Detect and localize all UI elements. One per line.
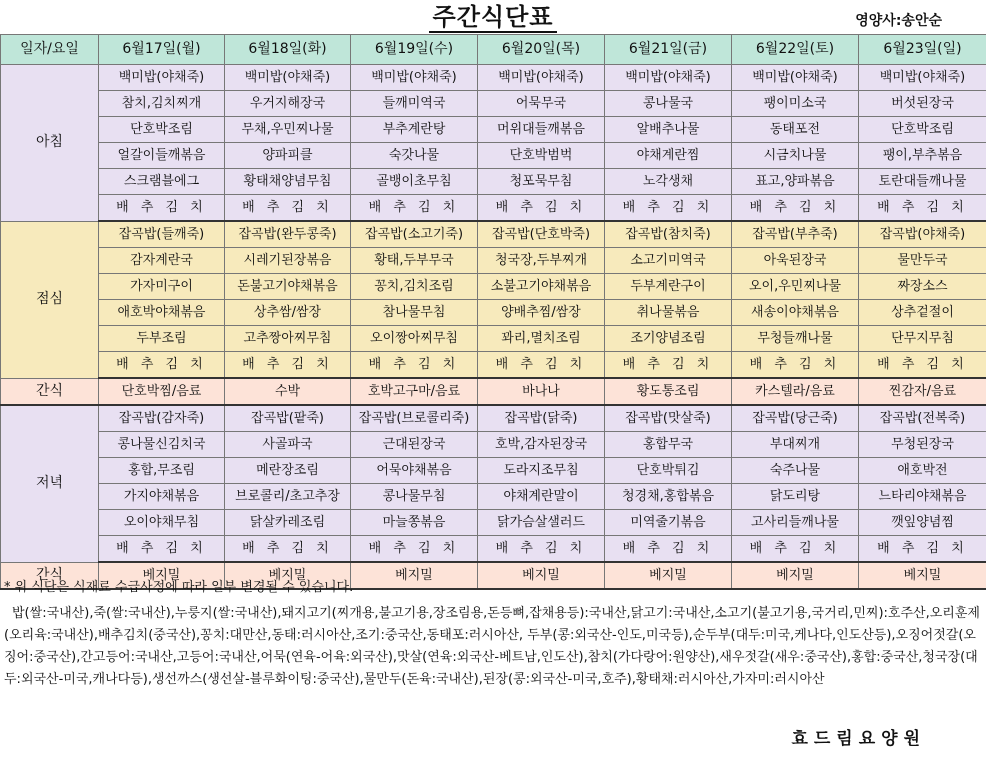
menu-cell: 잡곡밥(단호박죽) (478, 221, 605, 248)
menu-cell: 브로콜리/초고추장 (225, 484, 351, 510)
menu-cell: 숙갓나물 (351, 143, 478, 169)
menu-cell: 고사리들깨나물 (732, 510, 859, 536)
lunch-row (1, 352, 986, 379)
snack-cell: 황도통조림 (605, 378, 732, 405)
breakfast-row (1, 65, 986, 91)
snack-cell: 베지밀 (351, 562, 478, 589)
facility-name: 효드림요양원 (791, 729, 926, 749)
snack2-label: 간식 (1, 562, 99, 589)
snack1-row (1, 378, 986, 405)
snack-cell: 바나나 (478, 378, 605, 405)
header-day-cell: 6월17일(월) (99, 35, 225, 65)
menu-cell: 애호박전 (859, 458, 986, 484)
menu-cell: 황태,두부무국 (351, 248, 478, 274)
dinner-row (1, 484, 986, 510)
menu-cell: 아욱된장국 (732, 248, 859, 274)
snack-cell: 호박고구마/음료 (351, 378, 478, 405)
menu-cell: 감자계란국 (99, 248, 225, 274)
menu-cell: 잡곡밥(브로콜리죽) (351, 405, 478, 432)
menu-cell: 버섯된장국 (859, 91, 986, 117)
menu-cell: 단호박범벅 (478, 143, 605, 169)
breakfast-row (1, 117, 986, 143)
menu-cell: 마늘쫑볶음 (351, 510, 478, 536)
menu-cell: 백미밥(야채죽) (478, 65, 605, 91)
menu-cell: 잡곡밥(야채죽) (859, 221, 986, 248)
menu-cell: 콩나물무침 (351, 484, 478, 510)
menu-cell: 양파피클 (225, 143, 351, 169)
menu-cell: 노각생채 (605, 169, 732, 195)
snack-cell: 베지밀 (225, 562, 351, 589)
menu-cell: 청포묵무침 (478, 169, 605, 195)
menu-cell: 무채,우민찌나물 (225, 117, 351, 143)
menu-cell: 돈불고기야채볶음 (225, 274, 351, 300)
menu-cell: 배 추 김 치 (99, 195, 225, 222)
menu-cell: 황태채양념무침 (225, 169, 351, 195)
snack-cell: 베지밀 (99, 562, 225, 589)
menu-cell: 잡곡밥(닭죽) (478, 405, 605, 432)
menu-cell: 닭도리탕 (732, 484, 859, 510)
menu-cell: 고추짱아찌무침 (225, 326, 351, 352)
lunch-label: 점심 (1, 221, 99, 378)
menu-cell: 가자미구이 (99, 274, 225, 300)
menu-cell: 스크램블에그 (99, 169, 225, 195)
snack-cell: 카스텔라/음료 (732, 378, 859, 405)
menu-cell: 팽이미소국 (732, 91, 859, 117)
menu-cell: 배 추 김 치 (478, 195, 605, 222)
menu-cell: 부추계란탕 (351, 117, 478, 143)
menu-cell: 동태포전 (732, 117, 859, 143)
lunch-row (1, 274, 986, 300)
menu-cell: 새송이야채볶음 (732, 300, 859, 326)
menu-cell: 근대된장국 (351, 432, 478, 458)
menu-cell: 배 추 김 치 (225, 536, 351, 563)
menu-cell: 팽이,부추볶음 (859, 143, 986, 169)
menu-cell: 배 추 김 치 (478, 352, 605, 379)
header-day-cell: 6월20일(목) (478, 35, 605, 65)
menu-cell: 무청들깨나물 (732, 326, 859, 352)
snack-cell: 베지밀 (605, 562, 732, 589)
menu-cell: 취나물볶음 (605, 300, 732, 326)
lunch-row (1, 326, 986, 352)
menu-cell: 참나물무침 (351, 300, 478, 326)
menu-cell: 오이짱아찌무침 (351, 326, 478, 352)
menu-cell: 어묵야채볶음 (351, 458, 478, 484)
menu-cell: 꽈리,멸치조림 (478, 326, 605, 352)
menu-cell: 야채계란말이 (478, 484, 605, 510)
header-day-cell: 6월18일(화) (225, 35, 351, 65)
menu-cell: 백미밥(야채죽) (859, 65, 986, 91)
snack-cell: 베지밀 (859, 562, 986, 589)
menu-cell: 백미밥(야채죽) (225, 65, 351, 91)
menu-cell: 들깨미역국 (351, 91, 478, 117)
menu-cell: 배 추 김 치 (225, 352, 351, 379)
menu-cell: 미역줄기볶음 (605, 510, 732, 536)
menu-cell: 단무지무침 (859, 326, 986, 352)
header-day-cell: 6월23일(일) (859, 35, 986, 65)
menu-cell: 오이야채무침 (99, 510, 225, 536)
breakfast-row (1, 143, 986, 169)
menu-cell: 꽁치,김치조림 (351, 274, 478, 300)
snack-cell: 수박 (225, 378, 351, 405)
menu-cell: 사골파국 (225, 432, 351, 458)
menu-cell: 시금치나물 (732, 143, 859, 169)
header-day-cell: 6월21일(금) (605, 35, 732, 65)
menu-cell: 얼갈이들깨볶음 (99, 143, 225, 169)
breakfast-row (1, 195, 986, 222)
menu-cell: 깻잎양념찜 (859, 510, 986, 536)
menu-cell: 배 추 김 치 (859, 195, 986, 222)
menu-cell: 시레기된장볶음 (225, 248, 351, 274)
menu-cell: 오이,우민찌나물 (732, 274, 859, 300)
menu-cell: 배 추 김 치 (605, 352, 732, 379)
menu-cell: 어묵무국 (478, 91, 605, 117)
menu-cell: 단호박조림 (99, 117, 225, 143)
menu-cell: 배 추 김 치 (732, 352, 859, 379)
origin-info: 밥(쌀:국내산),죽(쌀:국내산),누룽지(쌀:국내산),돼지고기(찌개용,불고기용,장조림용,돈등뼈,잡채용등):국내산,닭고기:국내산,소고기(불고기용,국거리,민찌):호주산,오리훈제(오리육:국내산),배추김치(중국산),꽁치:대만산,동태:러시아산,조기:중국산,동태포:러시아산, 두부(콩:외국산-인도,미국등),순두부(대두:미국,케나다,인도산등),오징어젓갈(오징어:중국산),간고등어:국내산,고등어:국내산,어묵(연육-어육:외국산),맛살(연육:외국산-베트남,인도산),참치(가다랑어:원양산),새우젓갈(새우:중국산),홍합:중국산,청국장(대두:외국산-미국,캐나다등),생선까스(생선살-블루화이팅:중국산),물만두(돈육:국내산),된장(콩:외국산-미국,호주),황태채:러시아산,가자미:러시아산 (4, 606, 980, 687)
menu-cell: 청경채,홍합볶음 (605, 484, 732, 510)
menu-cell: 잡곡밥(완두콩죽) (225, 221, 351, 248)
menu-cell: 배 추 김 치 (859, 536, 986, 563)
change-notice: * 위 식단은 식재료 수급사정에 따라 일부 변경될 수 있습니다. (4, 580, 354, 595)
menu-cell: 잡곡밥(맛살죽) (605, 405, 732, 432)
menu-cell: 잡곡밥(부추죽) (732, 221, 859, 248)
menu-cell: 야채계란찜 (605, 143, 732, 169)
dinner-row (1, 432, 986, 458)
header-corner-cell: 일자/요일 (1, 35, 99, 65)
breakfast-row (1, 91, 986, 117)
menu-cell: 잡곡밥(소고기죽) (351, 221, 478, 248)
menu-cell: 배 추 김 치 (732, 536, 859, 563)
menu-cell: 잡곡밥(들깨죽) (99, 221, 225, 248)
header-day-cell: 6월22일(토) (732, 35, 859, 65)
snack-cell: 베지밀 (478, 562, 605, 589)
snack-cell: 베지밀 (732, 562, 859, 589)
menu-cell: 느타리야채볶음 (859, 484, 986, 510)
menu-cell: 배 추 김 치 (351, 536, 478, 563)
menu-cell: 배 추 김 치 (351, 195, 478, 222)
menu-cell: 상추쌈/쌈장 (225, 300, 351, 326)
breakfast-row (1, 169, 986, 195)
menu-cell: 도라지조무침 (478, 458, 605, 484)
dinner-label: 저녁 (1, 405, 99, 562)
menu-cell: 홍합,무조림 (99, 458, 225, 484)
menu-cell: 백미밥(야채죽) (605, 65, 732, 91)
snack-cell: 찐감자/음료 (859, 378, 986, 405)
menu-cell: 잡곡밥(전복죽) (859, 405, 986, 432)
lunch-row (1, 221, 986, 248)
menu-cell: 배 추 김 치 (605, 536, 732, 563)
menu-cell: 배 추 김 치 (478, 536, 605, 563)
breakfast-label: 아침 (1, 65, 99, 222)
menu-cell: 메란장조림 (225, 458, 351, 484)
menu-cell: 잡곡밥(당근죽) (732, 405, 859, 432)
menu-cell: 잡곡밥(팥죽) (225, 405, 351, 432)
menu-cell: 물만두국 (859, 248, 986, 274)
menu-cell: 토란대들깨나물 (859, 169, 986, 195)
menu-cell: 청국장,두부찌개 (478, 248, 605, 274)
dietitian-label: 영양사:송안순 (855, 13, 942, 29)
menu-cell: 배 추 김 치 (99, 352, 225, 379)
menu-cell: 백미밥(야채죽) (99, 65, 225, 91)
menu-cell: 닭살카레조림 (225, 510, 351, 536)
menu-cell: 배 추 김 치 (99, 536, 225, 563)
lunch-row (1, 248, 986, 274)
menu-cell: 가지야채볶음 (99, 484, 225, 510)
menu-cell: 무청된장국 (859, 432, 986, 458)
menu-cell: 짜장소스 (859, 274, 986, 300)
menu-cell: 양배추찜/쌈장 (478, 300, 605, 326)
menu-cell: 우거지해장국 (225, 91, 351, 117)
dinner-row (1, 405, 986, 432)
menu-cell: 두부조림 (99, 326, 225, 352)
menu-cell: 호박,감자된장국 (478, 432, 605, 458)
menu-cell: 홍합무국 (605, 432, 732, 458)
menu-cell: 애호박야채볶음 (99, 300, 225, 326)
menu-cell: 머위대들깨볶음 (478, 117, 605, 143)
menu-cell: 소고기미역국 (605, 248, 732, 274)
menu-cell: 단호박조림 (859, 117, 986, 143)
snack1-label: 간식 (1, 378, 99, 405)
menu-cell: 배 추 김 치 (732, 195, 859, 222)
menu-cell: 골뱅이초무침 (351, 169, 478, 195)
menu-body (1, 35, 986, 590)
menu-cell: 숙주나물 (732, 458, 859, 484)
menu-cell: 두부계란구이 (605, 274, 732, 300)
menu-cell: 콩나물신김치국 (99, 432, 225, 458)
menu-cell: 배 추 김 치 (225, 195, 351, 222)
menu-cell: 소불고기야채볶음 (478, 274, 605, 300)
dinner-row (1, 536, 986, 563)
menu-cell: 배 추 김 치 (605, 195, 732, 222)
menu-cell: 부대찌개 (732, 432, 859, 458)
menu-cell: 조기양념조림 (605, 326, 732, 352)
menu-cell: 배 추 김 치 (351, 352, 478, 379)
menu-cell: 잡곡밥(감자죽) (99, 405, 225, 432)
header-day-cell: 6월19일(수) (351, 35, 478, 65)
menu-cell: 상추겉절이 (859, 300, 986, 326)
dinner-row (1, 458, 986, 484)
lunch-row (1, 300, 986, 326)
menu-cell: 백미밥(야채죽) (732, 65, 859, 91)
menu-cell: 콩나물국 (605, 91, 732, 117)
menu-cell: 표고,양파볶음 (732, 169, 859, 195)
menu-cell: 닭가슴살샐러드 (478, 510, 605, 536)
dinner-row (1, 510, 986, 536)
menu-cell: 참치,김치찌개 (99, 91, 225, 117)
menu-cell: 백미밥(야채죽) (351, 65, 478, 91)
menu-cell: 배 추 김 치 (859, 352, 986, 379)
page-title: 주간식단표 (0, 2, 986, 32)
menu-cell: 단호박튀김 (605, 458, 732, 484)
header-row (1, 35, 986, 65)
snack-cell: 단호박찜/음료 (99, 378, 225, 405)
menu-cell: 알배추나물 (605, 117, 732, 143)
menu-cell: 잡곡밥(참치죽) (605, 221, 732, 248)
weekly-menu-table (0, 34, 986, 590)
